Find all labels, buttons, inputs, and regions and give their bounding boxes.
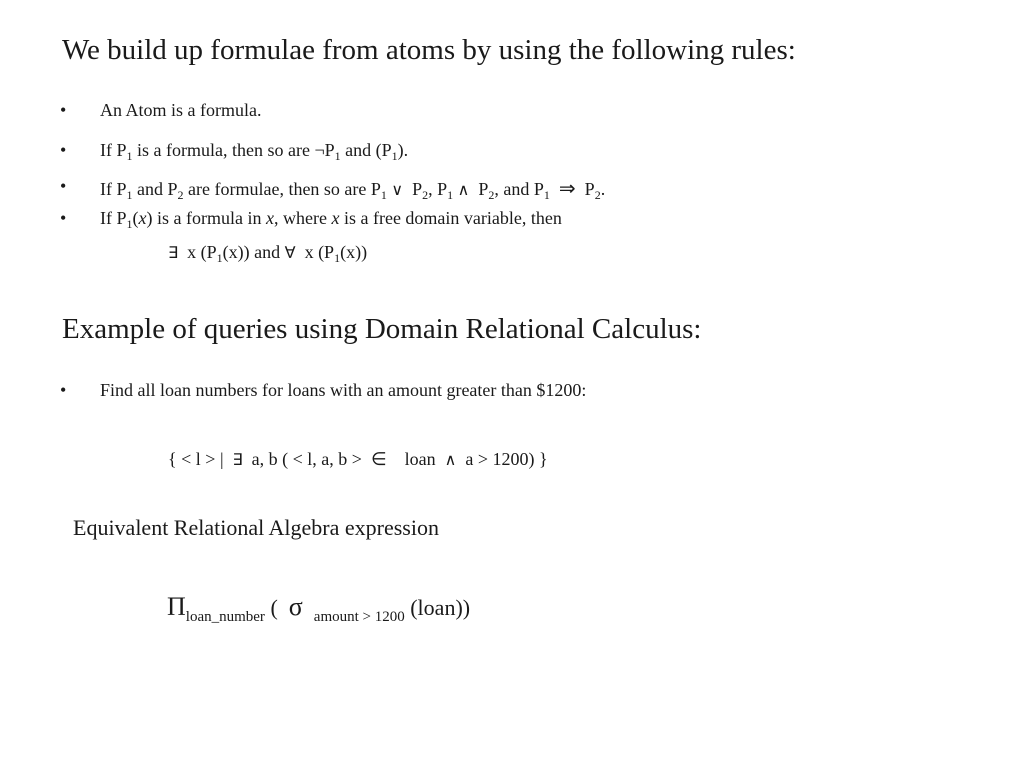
implies-symbol: ⇒ — [558, 176, 576, 200]
bullet: • — [60, 100, 67, 120]
rule-quantifiers: If $P_1(x)$ is a formula in x, where x is a free domain variable, then — [100, 208, 562, 231]
heading-rules: We build up formulae from atoms by using the following rules: — [62, 34, 796, 66]
equivalent-label: Equivalent Relational Algebra expression — [73, 515, 439, 540]
example-description: Find all loan numbers for loans with an amount greater than $1200: — [100, 380, 587, 400]
quantifier-formula: ∃ x $(P_1(x))$ and ∀ x $(P_1(x))$ — [168, 242, 368, 265]
rule-atom: An Atom is a formula. — [100, 100, 262, 120]
rule-negation: If $P_1$ is a formula, then so are $\neg P_1$ and $(P_1)$. — [100, 140, 409, 163]
bullet: • — [60, 208, 67, 228]
bullet: • — [60, 380, 67, 400]
bullet: • — [60, 140, 67, 160]
heading-examples: Example of queries using Domain Relational Calculus: — [62, 313, 702, 345]
exists-symbol: ∃ — [232, 450, 243, 469]
rule-connectives: If $P_1$ and $P_2$ are formulae, then so are $P_1$ ∨ $P_2$, $P_1$ ∧ $P_2$, and $P_1$ ⇒ $P_2$. — [100, 176, 606, 202]
or-symbol: ∨ — [391, 180, 404, 199]
domain-calculus-query: { < l > | ∃ a, b ( < l, a, b > ∈ loan ∧ a > 1200) } — [168, 449, 548, 470]
element-of-symbol: ∈ — [370, 449, 387, 470]
projection-symbol: Π — [167, 592, 186, 621]
relational-algebra-expression: $\Pi_{loan\_number}$ ( σ $_{amount > 1200}$ (loan)) — [167, 592, 471, 625]
and-symbol: ∧ — [457, 180, 470, 199]
selection-symbol: σ — [288, 592, 303, 621]
bullet: • — [60, 176, 67, 196]
not-symbol: ¬ — [314, 140, 325, 160]
and-symbol: ∧ — [444, 450, 457, 469]
forall-symbol: ∀ — [284, 243, 296, 262]
exists-symbol: ∃ — [168, 243, 179, 262]
